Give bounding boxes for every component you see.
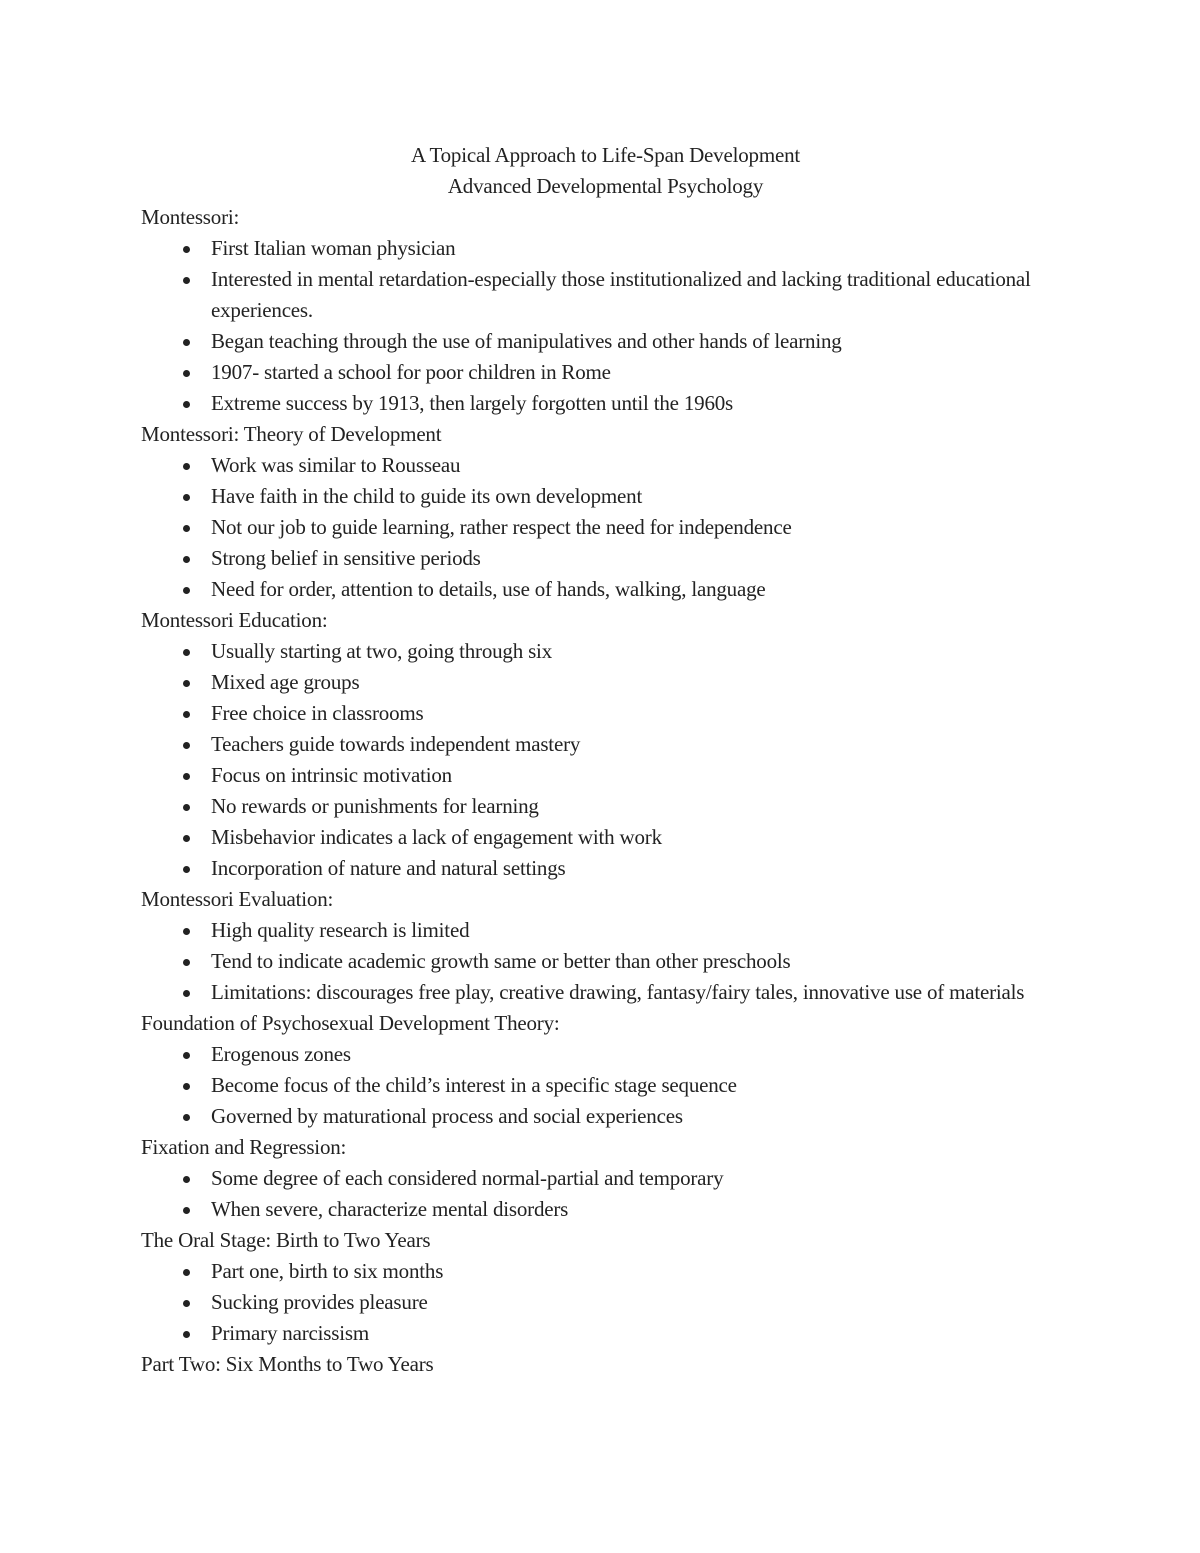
bullet-item (141, 233, 1071, 264)
bullet-item (141, 1070, 1071, 1101)
bullet-dot-icon (183, 1300, 190, 1307)
outline-section (141, 1225, 1071, 1349)
outline-section (141, 884, 1071, 1008)
bullet-text: Mixed age groups (211, 670, 360, 694)
bullet-dot-icon (183, 835, 190, 842)
bullet-text: 1907- started a school for poor children in Rome (211, 360, 611, 384)
bullet-dot-icon (183, 587, 190, 594)
bullet-item (141, 512, 1071, 543)
bullet-item (141, 636, 1071, 667)
bullet-dot-icon (183, 246, 190, 253)
bullet-dot-icon (183, 742, 190, 749)
bullet-item (141, 791, 1071, 822)
bullet-text: Not our job to guide learning, rather respect the need for independence (211, 515, 792, 539)
bullet-item (141, 977, 1071, 1008)
bullet-text: Sucking provides pleasure (211, 1290, 428, 1314)
bullet-item (141, 1163, 1071, 1194)
bullet-item (141, 574, 1071, 605)
bullet-list (141, 636, 1071, 884)
bullet-dot-icon (183, 1331, 190, 1338)
bullet-dot-icon (183, 1176, 190, 1183)
document-title-line: A Topical Approach to Life-Span Development (410, 143, 801, 167)
bullet-text: Usually starting at two, going through six (211, 639, 552, 663)
bullet-dot-icon (183, 401, 190, 408)
bullet-item (141, 946, 1071, 977)
bullet-item (141, 264, 1071, 326)
bullet-dot-icon (183, 1269, 190, 1276)
bullet-item (141, 822, 1071, 853)
bullet-dot-icon (183, 711, 190, 718)
bullet-text: Limitations: discourages free play, creative drawing, fantasy/fairy tales, innovative use of materials (211, 980, 1025, 1004)
bullet-item (141, 388, 1071, 419)
bullet-text: Some degree of each considered normal-partial and temporary (211, 1166, 724, 1190)
bullet-dot-icon (183, 649, 190, 656)
bullet-text: Strong belief in sensitive periods (211, 546, 481, 570)
outline-section (141, 1349, 1071, 1380)
bullet-text: No rewards or punishments for learning (211, 794, 539, 818)
section-heading: Montessori: Theory of Development (141, 422, 442, 446)
bullet-dot-icon (183, 680, 190, 687)
bullet-list (141, 1256, 1071, 1349)
bullet-dot-icon (183, 525, 190, 532)
bullet-text: Primary narcissism (211, 1321, 369, 1345)
bullet-dot-icon (183, 773, 190, 780)
bullet-list (141, 1163, 1071, 1225)
bullet-list (141, 450, 1071, 605)
bullet-item (141, 760, 1071, 791)
bullet-text: High quality research is limited (211, 918, 470, 942)
outline-section (141, 1132, 1071, 1225)
bullet-list (141, 1039, 1071, 1132)
bullet-list (141, 915, 1071, 1008)
section-heading: Montessori Education: (141, 608, 328, 632)
document-subtitle-line: Advanced Developmental Psychology (447, 174, 764, 198)
bullet-item (141, 1256, 1071, 1287)
bullet-text: Have faith in the child to guide its own development (211, 484, 643, 508)
bullet-dot-icon (183, 1207, 190, 1214)
bullet-text: Erogenous zones (211, 1042, 351, 1066)
bullet-dot-icon (183, 463, 190, 470)
document-content (141, 140, 1071, 1380)
section-heading: Fixation and Regression: (141, 1135, 347, 1159)
bullet-text: Become focus of the child’s interest in a specific stage sequence (211, 1073, 737, 1097)
bullet-dot-icon (183, 494, 190, 501)
outline-section (141, 419, 1071, 605)
section-heading: Montessori Evaluation: (141, 887, 334, 911)
bullet-item (141, 481, 1071, 512)
bullet-item (141, 450, 1071, 481)
section-heading: Foundation of Psychosexual Development Theory: (141, 1011, 560, 1035)
outline-section (141, 605, 1071, 884)
bullet-dot-icon (183, 1052, 190, 1059)
bullet-item (141, 915, 1071, 946)
section-heading: Part Two: Six Months to Two Years (141, 1352, 434, 1376)
outline-section (141, 1008, 1071, 1132)
bullet-item (141, 1287, 1071, 1318)
bullet-text: Misbehavior indicates a lack of engagement with work (211, 825, 662, 849)
outline-section (141, 202, 1071, 419)
bullet-item (141, 698, 1071, 729)
bullet-dot-icon (183, 556, 190, 563)
bullet-text: When severe, characterize mental disorders (211, 1197, 569, 1221)
section-heading: The Oral Stage: Birth to Two Years (141, 1228, 431, 1252)
bullet-item (141, 1194, 1071, 1225)
bullet-text: Focus on intrinsic motivation (211, 763, 452, 787)
bullet-dot-icon (183, 1083, 190, 1090)
bullet-dot-icon (183, 990, 190, 997)
bullet-item (141, 1318, 1071, 1349)
bullet-text: Part one, birth to six months (211, 1259, 444, 1283)
bullet-dot-icon (183, 277, 190, 284)
bullet-text: Interested in mental retardation-especially those institutionalized and lacking traditional educational experiences. (211, 267, 1031, 322)
bullet-item (141, 357, 1071, 388)
bullet-item (141, 729, 1071, 760)
bullet-dot-icon (183, 339, 190, 346)
bullet-text: Incorporation of nature and natural settings (211, 856, 566, 880)
bullet-text: Extreme success by 1913, then largely forgotten until the 1960s (211, 391, 734, 415)
document-sections (141, 202, 1071, 1380)
bullet-list (141, 233, 1071, 419)
bullet-dot-icon (183, 370, 190, 377)
bullet-text: Teachers guide towards independent mastery (211, 732, 581, 756)
bullet-dot-icon (183, 959, 190, 966)
bullet-item (141, 543, 1071, 574)
bullet-text: Free choice in classrooms (211, 701, 424, 725)
bullet-dot-icon (183, 1114, 190, 1121)
bullet-item (141, 1101, 1071, 1132)
bullet-text: Work was similar to Rousseau (211, 453, 461, 477)
bullet-item (141, 853, 1071, 884)
document-title (141, 140, 1071, 202)
bullet-dot-icon (183, 928, 190, 935)
bullet-dot-icon (183, 866, 190, 873)
bullet-text: Began teaching through the use of manipulatives and other hands of learning (211, 329, 842, 353)
bullet-item (141, 667, 1071, 698)
bullet-text: First Italian woman physician (211, 236, 456, 260)
bullet-dot-icon (183, 804, 190, 811)
section-heading: Montessori: (141, 205, 240, 229)
bullet-text: Governed by maturational process and social experiences (211, 1104, 683, 1128)
bullet-text: Need for order, attention to details, use of hands, walking, language (211, 577, 766, 601)
bullet-item (141, 1039, 1071, 1070)
bullet-text: Tend to indicate academic growth same or better than other preschools (211, 949, 791, 973)
bullet-item (141, 326, 1071, 357)
